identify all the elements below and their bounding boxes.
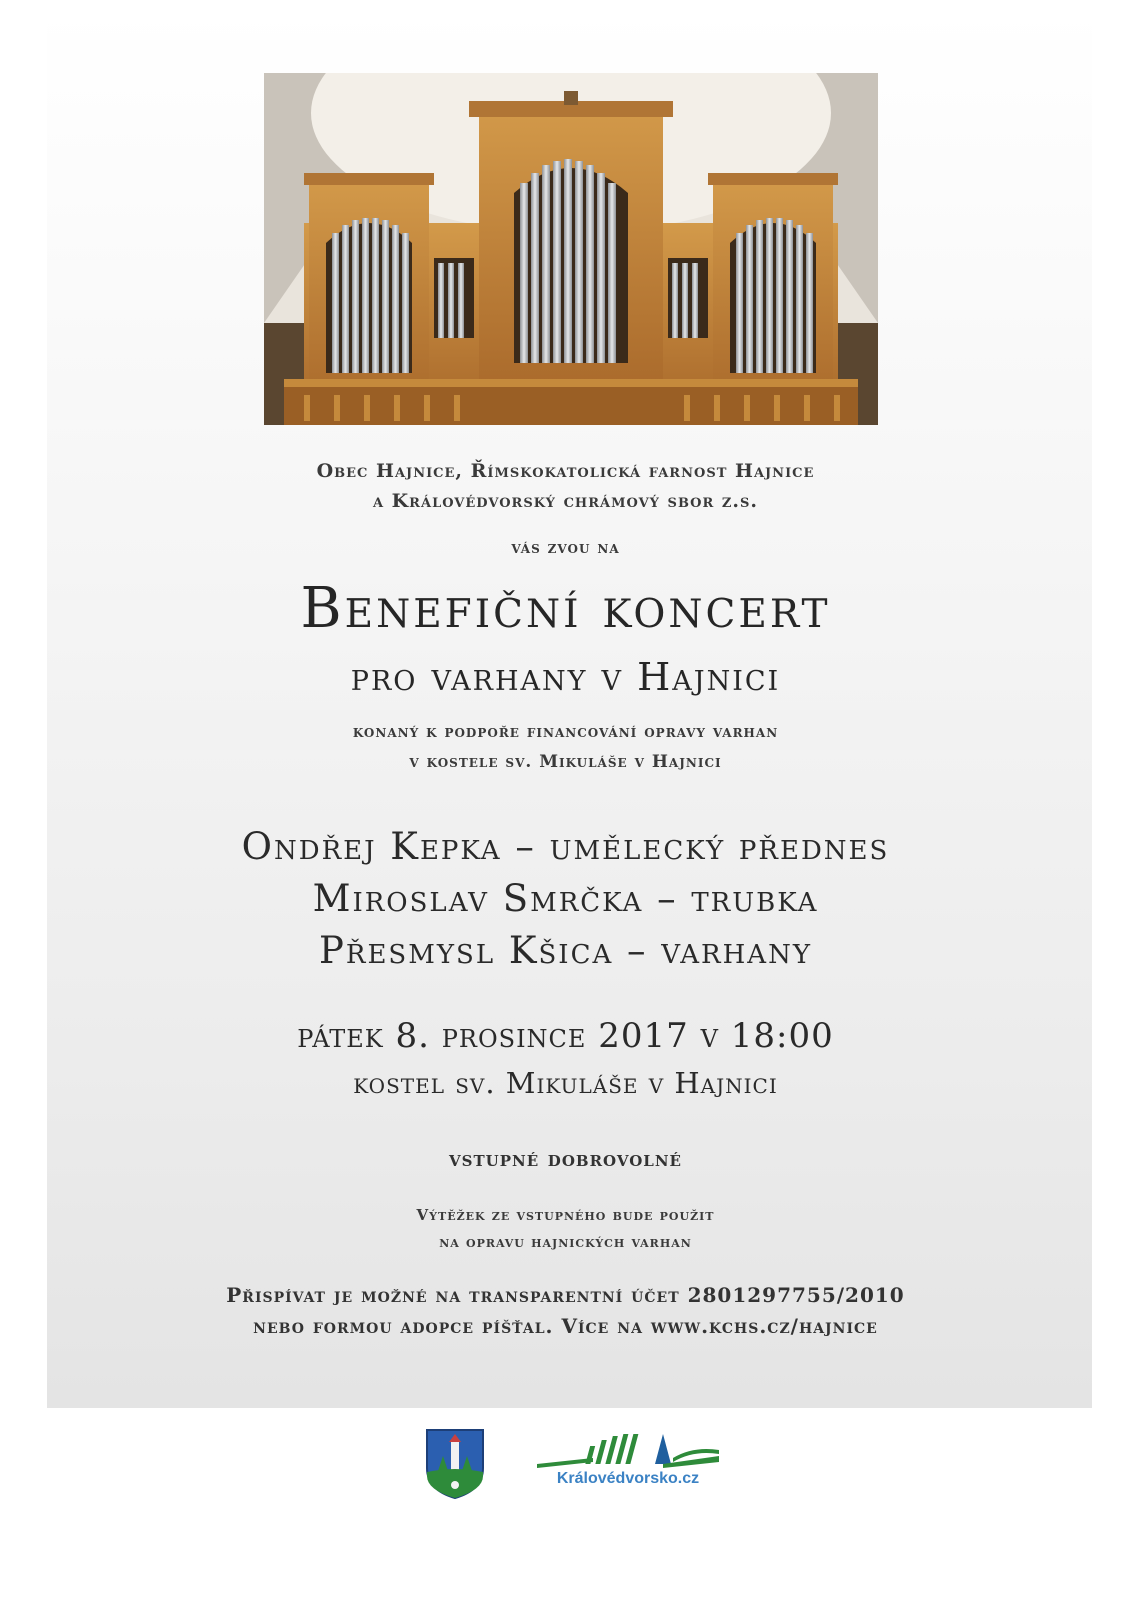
purpose-line-2: v kostele sv. Mikuláše v Hajnici [409, 752, 722, 772]
kralovedvorsko-logo [533, 1428, 723, 1498]
kralovedvorsko-text: Královédvorsko.cz [556, 1470, 700, 1487]
hosts-line-2: a Královédvorský chrámový sbor z.s. [372, 490, 759, 512]
donate-line-2: nebo formou adopce píšťal. Více na www.kchs.cz/hajnice [253, 1314, 878, 1338]
concert-date: pátek 8. prosince 2017 v 18:00 [297, 1016, 834, 1056]
performer-3: Přesmysl Kšica – varhany [318, 929, 813, 972]
hosts-line-1: Obec Hajnice, Římskokatolická farnost Hajnice [316, 460, 815, 482]
proceeds-line-2: na opravu hajnických varhan [439, 1233, 692, 1251]
invite-text: vás zvou na [511, 538, 620, 558]
performer-2: Miroslav Smrčka – trubka [312, 877, 819, 920]
organ-photo [264, 73, 878, 425]
entry-fee: vstupné dobrovolné [449, 1146, 682, 1172]
donate-line-1: Přispívat je možné na transparentní účet 2801297755/2010 [226, 1283, 905, 1307]
performer-1: Ondřej Kepka – umělecký přednes [241, 825, 890, 868]
concert-place: kostel sv. Mikuláše v Hajnici [353, 1066, 778, 1100]
proceeds-line-1: Výtěžek ze vstupného bude použit [416, 1206, 715, 1224]
purpose-line-1: konaný k podpoře financování opravy varhan [352, 722, 779, 742]
concert-subtitle: pro varhany v Hajnici [350, 655, 781, 699]
concert-title: Benefiční koncert [300, 576, 831, 641]
hajnice-crest-icon [425, 1428, 485, 1500]
